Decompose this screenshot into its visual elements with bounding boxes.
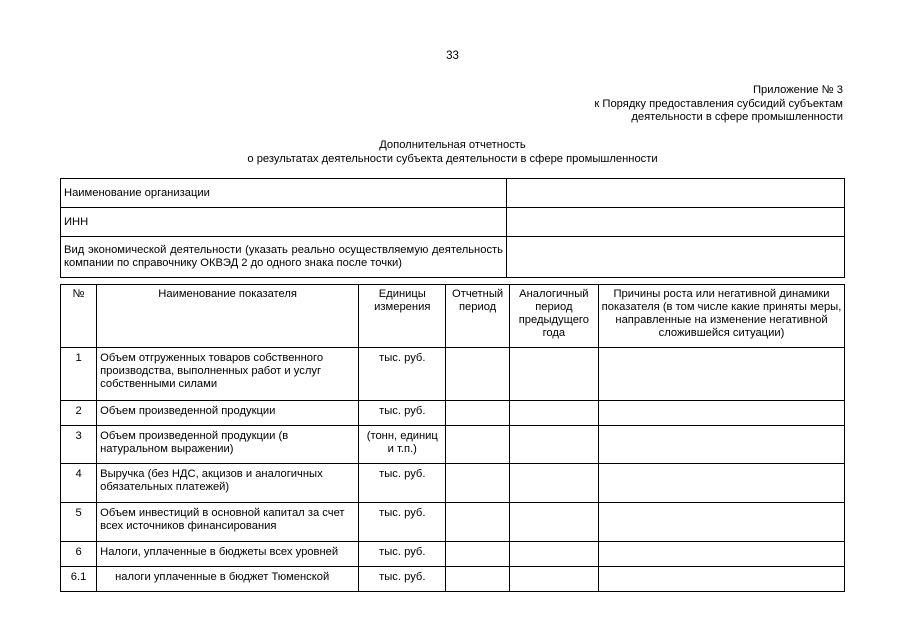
row-name: Объем инвестиций в основной капитал за счет всех источников финансирования xyxy=(97,503,359,542)
appendix-line-3: деятельности в сфере промышленности xyxy=(631,111,843,123)
org-row-name xyxy=(61,179,845,208)
header-unit: Единицы измерения xyxy=(359,285,446,348)
row-previous-cell[interactable] xyxy=(509,503,598,542)
row-current-cell[interactable] xyxy=(446,348,509,401)
row-no: 5 xyxy=(61,503,97,542)
header-no: № xyxy=(61,285,97,348)
row-reason-cell[interactable] xyxy=(599,401,845,426)
table-row xyxy=(61,464,845,503)
row-name: налоги уплаченные в бюджет Тюменской xyxy=(97,567,359,592)
header-name: Наименование показателя xyxy=(97,285,359,348)
document-title-line-1: Дополнительная отчетность xyxy=(379,139,526,151)
row-no: 4 xyxy=(61,464,97,503)
row-unit: тыс. руб. xyxy=(359,348,446,401)
row-previous-cell[interactable] xyxy=(509,401,598,426)
table-row xyxy=(61,503,845,542)
row-reason-cell[interactable] xyxy=(599,464,845,503)
row-unit: тыс. руб. xyxy=(359,542,446,567)
row-current-cell[interactable] xyxy=(446,401,509,426)
row-no: 6 xyxy=(61,542,97,567)
row-current-cell[interactable] xyxy=(446,542,509,567)
row-no: 1 xyxy=(61,348,97,401)
org-row-activity xyxy=(61,237,845,278)
page-number: 33 xyxy=(446,50,459,62)
row-reason-cell[interactable] xyxy=(599,542,845,567)
document-title xyxy=(0,138,905,166)
org-inn-label: ИНН xyxy=(61,208,507,237)
table-row xyxy=(61,426,845,464)
row-unit: тыс. руб. xyxy=(359,567,446,592)
row-current-cell[interactable] xyxy=(446,426,509,464)
org-activity-value[interactable] xyxy=(507,237,845,278)
row-name: Объем отгруженных товаров собственного производства, выполненных работ и услуг собственными силами xyxy=(97,348,359,401)
table-header-row xyxy=(61,285,845,348)
org-row-inn xyxy=(61,208,845,237)
row-reason-cell[interactable] xyxy=(599,426,845,464)
table-row xyxy=(61,348,845,401)
org-activity-label: Вид экономической деятельности (указать реально осуществляемую деятельность компании по справочнику ОКВЭД 2 до одного знака после точки) xyxy=(61,237,507,278)
row-name: Объем произведенной продукции (в натуральном выражении) xyxy=(97,426,359,464)
document-title-line-2: о результатах деятельности субъекта деятельности в сфере промышленности xyxy=(247,153,658,165)
row-no: 6.1 xyxy=(61,567,97,592)
row-unit: (тонн, единиц и т.п.) xyxy=(359,426,446,464)
row-current-cell[interactable] xyxy=(446,464,509,503)
table-row xyxy=(61,401,845,426)
organization-table xyxy=(60,178,845,278)
org-name-value[interactable] xyxy=(507,179,845,208)
row-unit: тыс. руб. xyxy=(359,503,446,542)
row-name: Налоги, уплаченные в бюджеты всех уровней xyxy=(97,542,359,567)
row-name: Объем произведенной продукции xyxy=(97,401,359,426)
header-current-period: Отчетный период xyxy=(446,285,509,348)
appendix-line-1: Приложение № 3 xyxy=(752,84,843,96)
row-reason-cell[interactable] xyxy=(599,503,845,542)
appendix-header xyxy=(594,84,843,125)
header-reasons: Причины роста или негативной динамики показателя (в том числе какие приняты меры, направленные на изменение негативной сложившейся ситуации) xyxy=(599,285,845,348)
row-no: 3 xyxy=(61,426,97,464)
org-inn-value[interactable] xyxy=(507,208,845,237)
row-previous-cell[interactable] xyxy=(509,567,598,592)
row-previous-cell[interactable] xyxy=(509,542,598,567)
row-reason-cell[interactable] xyxy=(599,348,845,401)
org-name-label: Наименование организации xyxy=(61,179,507,208)
row-unit: тыс. руб. xyxy=(359,464,446,503)
row-no: 2 xyxy=(61,401,97,426)
appendix-line-2: к Порядку предоставления субсидий субъектам xyxy=(594,97,843,110)
row-previous-cell[interactable] xyxy=(509,464,598,503)
row-previous-cell[interactable] xyxy=(509,426,598,464)
row-unit: тыс. руб. xyxy=(359,401,446,426)
table-row xyxy=(61,542,845,567)
indicators-table xyxy=(60,284,845,592)
row-current-cell[interactable] xyxy=(446,567,509,592)
row-name: Выручка (без НДС, акцизов и аналогичных обязательных платежей) xyxy=(97,464,359,503)
row-previous-cell[interactable] xyxy=(509,348,598,401)
header-previous-period: Аналогичный период предыдущего года xyxy=(509,285,598,348)
row-reason-cell[interactable] xyxy=(599,567,845,592)
table-row xyxy=(61,567,845,592)
row-current-cell[interactable] xyxy=(446,503,509,542)
